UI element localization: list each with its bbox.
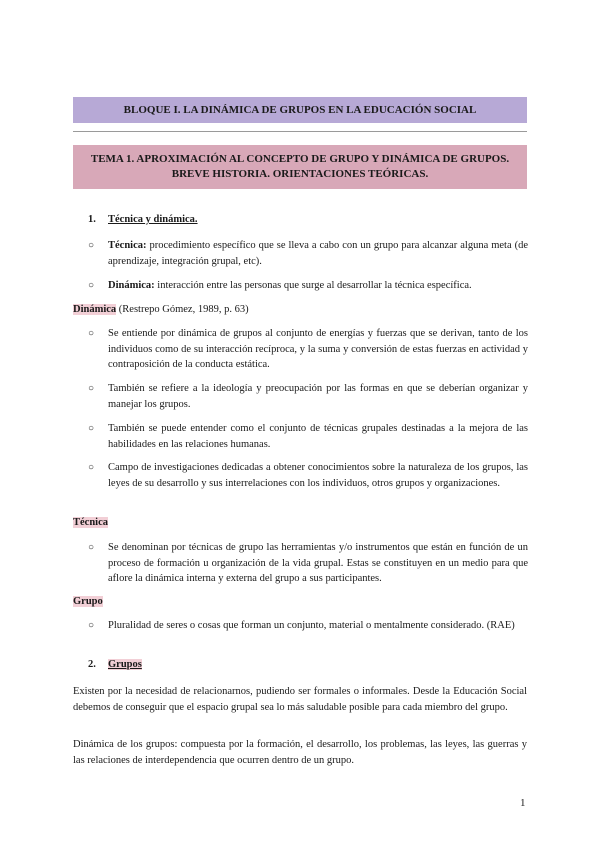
bullet-circle-icon: ○: [88, 423, 95, 434]
divider: [73, 131, 527, 132]
section2-title: Grupos: [108, 659, 142, 670]
paragraph: Dinámica de los grupos: compuesta por la formación, el desarrollo, los problemas, las leyes, las guerras y las relaciones de interdependencia que ocurren dentro de un grupo.: [73, 739, 527, 766]
def-term: Técnica:: [108, 240, 147, 251]
bullet-circle-icon: ○: [88, 240, 95, 251]
list-item: [88, 421, 528, 453]
list-item: [88, 460, 528, 507]
bullet-circle-icon: ○: [88, 280, 95, 291]
def-dinamica: [88, 278, 528, 294]
bullet-circle-icon: ○: [88, 462, 95, 473]
def-text: interacción entre las personas que surge al desarrollar la técnica específica.: [154, 280, 472, 291]
list-item-text: Pluralidad de seres o cosas que forman un conjunto, material o mentalmente considerado. (RAE): [108, 620, 515, 631]
bullet-circle-icon: ○: [88, 542, 95, 553]
dinamica-label: Dinámica: [73, 304, 117, 315]
def-text: procedimiento específico que se lleva a cabo con un grupo para alcanzar alguna meta (de aprendizaje, integración grupal, etc).: [108, 240, 528, 267]
list-item-text: También se puede entender como el conjunto de técnicas grupales destinadas a la mejora de las habilidades en las relaciones humanas.: [108, 423, 528, 450]
paragraph: Existen por la necesidad de relacionarnos, pudiendo ser formales o informales. Desde la Educación Social debemos de conseguir que el espacio grupal sea lo más saludable posible para cada miembro del grupo.: [73, 686, 527, 713]
tema-title: [73, 145, 527, 189]
bullet-circle-icon: ○: [88, 383, 95, 394]
grupo-heading: [73, 594, 103, 610]
section1-title: Técnica y dinámica.: [108, 214, 198, 225]
tecnica-label: Técnica: [73, 517, 108, 528]
page-number: 1: [520, 797, 526, 809]
tecnica-heading: [73, 515, 108, 531]
def-tecnica: [88, 238, 528, 270]
list-item: [88, 381, 528, 413]
def-term: Dinámica:: [108, 280, 155, 291]
list-item-text: Campo de investigaciones dedicadas a obtener conocimientos sobre la naturaleza de los grupos, las leyes de su desarrollo y sus interrelaciones con los individuos, otros grupos y organizaciones.: [108, 462, 528, 489]
dinamica-citation: (Restrepo Gómez, 1989, p. 63): [116, 304, 249, 315]
grupo-label: Grupo: [73, 596, 103, 607]
list-item: [88, 540, 528, 587]
list-item-text: Se denominan por técnicas de grupo las herramientas y/o instrumentos que están en función de un proceso de formación u organización de la vida grupal. Estas se constituyen en un medio para que aflore la dinámica interna y externa del grupo a sus participantes.: [108, 542, 528, 584]
list-item: [88, 326, 528, 373]
tema-title-line1: TEMA 1. APROXIMACIÓN AL CONCEPTO DE GRUPO Y DINÁMICA DE GRUPOS.: [90, 153, 510, 165]
list-item-text: También se refiere a la ideología y preocupación por las formas en que se deberían organizar y manejar los grupos.: [108, 383, 528, 410]
section2-number: 2.: [88, 659, 96, 670]
dinamica-heading: [73, 302, 249, 318]
section2-heading: [88, 659, 142, 670]
section1-heading: [88, 214, 198, 225]
bullet-circle-icon: ○: [88, 620, 95, 631]
bullet-circle-icon: ○: [88, 328, 95, 339]
section1-number: 1.: [88, 214, 96, 225]
list-item: [88, 618, 528, 650]
tema-title-line2: BREVE HISTORIA. ORIENTACIONES TEÓRICAS.: [171, 168, 429, 180]
list-item-text: Se entiende por dinámica de grupos al conjunto de energías y fuerzas que se derivan, tanto de los individuos como de su interacción recíproca, y la suma y conversión de estas fuerzas en actividad y contraposición de la conducta estática.: [108, 328, 528, 370]
block-title: BLOQUE I. LA DINÁMICA DE GRUPOS EN LA EDUCACIÓN SOCIAL: [73, 97, 527, 123]
